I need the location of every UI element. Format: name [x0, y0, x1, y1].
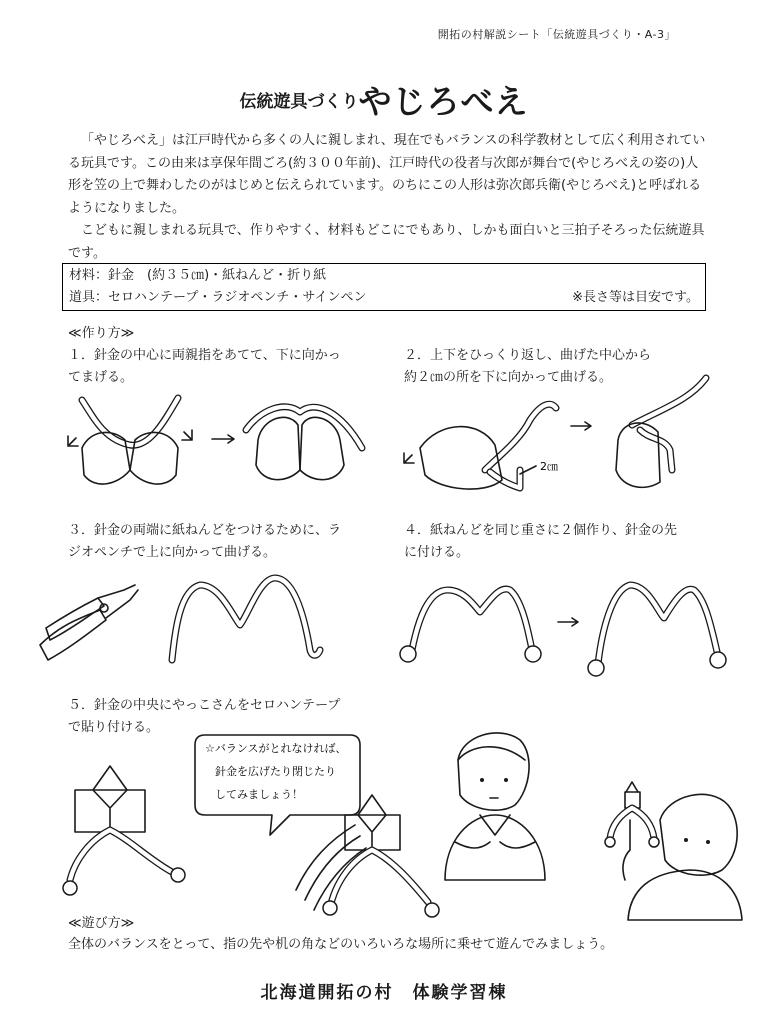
step-5-line-1: ５．針金の中央にやっこさんをセロハンテープ	[68, 698, 341, 713]
play-text: 全体のバランスをとって、指の先や机の角などのいろいろな場所に乗せて遊んでみましょう。	[68, 937, 614, 952]
title-prefix: 伝統遊具づくり	[239, 92, 359, 112]
step-2-hands-illustration	[404, 378, 706, 489]
boy-illustration-2	[605, 782, 742, 920]
play-heading: ≪遊び方≫	[68, 916, 135, 931]
step-5-line-2: で貼り付ける。	[68, 720, 160, 735]
step-3-line-1: ３．針金の両端に紙ねんどをつけるために、ラ	[68, 523, 342, 538]
step-4-line-1: ４．紙ねんどを同じ重さに２個作り、針金の先	[404, 523, 678, 538]
tools-line: 道具：セロハンテープ・ラジオペンチ・サインペン	[69, 290, 367, 305]
step-3-wire-illustration	[172, 578, 320, 660]
step-4-wire-illustration	[400, 585, 726, 676]
step-3-line-2: ジオペンチで上に向かって曲げる。	[68, 545, 277, 560]
step-4-line-2: に付ける。	[404, 545, 470, 560]
materials-line: 材料：針金 (約３５㎝)・紙ねんど・折り紙	[69, 268, 327, 283]
document-reference: 開拓の村解説シート「伝統遊具づくり・A-3」	[437, 28, 676, 41]
step-1-line-1: １．針金の中心に両親指をあてて、下に向かっ	[68, 348, 341, 363]
measure-label: 2㎝	[540, 460, 558, 473]
speech-bubble	[195, 735, 360, 835]
how-to-heading: ≪作り方≫	[68, 326, 135, 341]
bubble-line-2: 針金を広げたり閉じたり	[215, 765, 336, 778]
step-2-line-1: ２．上下をひっくり返し、曲げた中心から	[404, 348, 652, 363]
bubble-line-1: ☆バランスがとれなければ、	[205, 742, 347, 755]
intro-paragraph-2: こどもに親しまれる玩具で、作りやすく、材料もどこにでもあり、しかも面白いと三拍子そろった伝統遊具です。	[68, 223, 705, 261]
title-main: やじろべえ	[358, 82, 529, 121]
step-1-line-2: てまげる。	[68, 370, 134, 385]
step-2-line-2: 約２㎝の所を下に向かって曲げる。	[404, 370, 613, 385]
intro-paragraph-1: 「やじろべえ」は江戸時代から多くの人に親しまれ、現在でもバランスの科学教材として広く利用されている玩具です。この由来は享保年間ごろ(約３００年前)、江戸時代の役者与次郎が舞台で(やじろべえの姿の)人形を笠の上で舞わしたのがはじめと伝えられています。のちにこの人形は弥次郎兵衛(やじろべえ)と呼ばれるようになりました。	[68, 133, 706, 216]
step-3-pliers-illustration	[40, 585, 138, 660]
footer-organization: 北海道開拓の村 体験学習棟	[260, 983, 508, 1003]
balancing-yajirobe-illustration	[296, 795, 439, 917]
step-5-yajirobe-illustration	[63, 766, 185, 895]
step-1-hands-illustration	[68, 398, 362, 484]
size-note: ※長さ等は目安です。	[572, 290, 699, 305]
bubble-line-3: してみましょう！	[215, 788, 303, 801]
boy-illustration-1	[445, 733, 545, 880]
